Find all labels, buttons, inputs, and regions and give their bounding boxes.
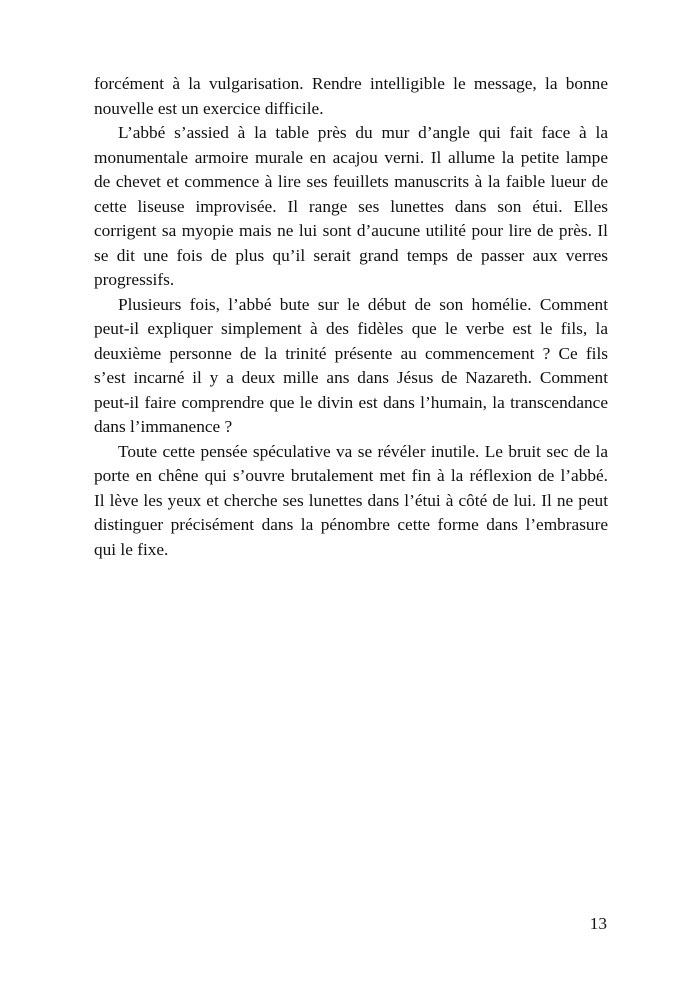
text-line: peut-il faire comprendre que le divin est dans l’humain, la transcendance [94, 392, 608, 412]
text-line: distinguer précisément dans la pénombre cette forme dans l’embrasure [94, 515, 608, 534]
text-line: Toute cette pensée spéculative va se révéler inutile. Le bruit sec de la [118, 441, 608, 461]
text-line: dans l’immanence ? [94, 417, 233, 436]
text-line: forcément à la vulgarisation. Rendre intelligible le message, la bonne [94, 74, 608, 93]
text-line: deuxième personne de la trinité présente au commencement ? Ce fils [94, 343, 608, 363]
text-line: qui le fixe. [94, 539, 169, 559]
text-line: de chevet et commence à lire ses feuillets manuscrits à la faible lueur de [94, 172, 608, 191]
paragraph [94, 72, 608, 121]
page-number: 13 [589, 914, 607, 933]
paragraph [94, 440, 608, 563]
text-line: nouvelle est un exercice difficile. [94, 98, 324, 118]
text-line: progressifs. [94, 270, 175, 289]
body-text [94, 72, 608, 562]
text-line: porte en chêne qui s’ouvre brutalement met fin à la réflexion de l’abbé. [94, 466, 608, 485]
text-line: Il lève les yeux et cherche ses lunettes dans l’étui à côté de lui. Il ne peut [94, 490, 608, 510]
text-line: se dit une fois de plus qu’il serait grand temps de passer aux verres [94, 245, 608, 265]
text-line: Plusieurs fois, l’abbé bute sur le début de son homélie. Comment [118, 294, 608, 314]
text-line: L’abbé s’assied à la table près du mur d’angle qui fait face à la [118, 123, 608, 142]
text-line: monumentale armoire murale en acajou verni. Il allume la petite lampe [94, 147, 608, 167]
text-line: s’est incarné il y a deux mille ans dans Jésus de Nazareth. Comment [94, 368, 608, 387]
text-line: peut-il expliquer simplement à des fidèles que le verbe est le fils, la [94, 319, 608, 338]
paragraph [94, 293, 608, 440]
text-line: cette liseuse improvisée. Il range ses lunettes dans son étui. Elles [94, 196, 608, 216]
text-line: corrigent sa myopie mais ne lui sont d’aucune utilité pour lire de près. Il [94, 221, 608, 240]
paragraph [94, 121, 608, 293]
